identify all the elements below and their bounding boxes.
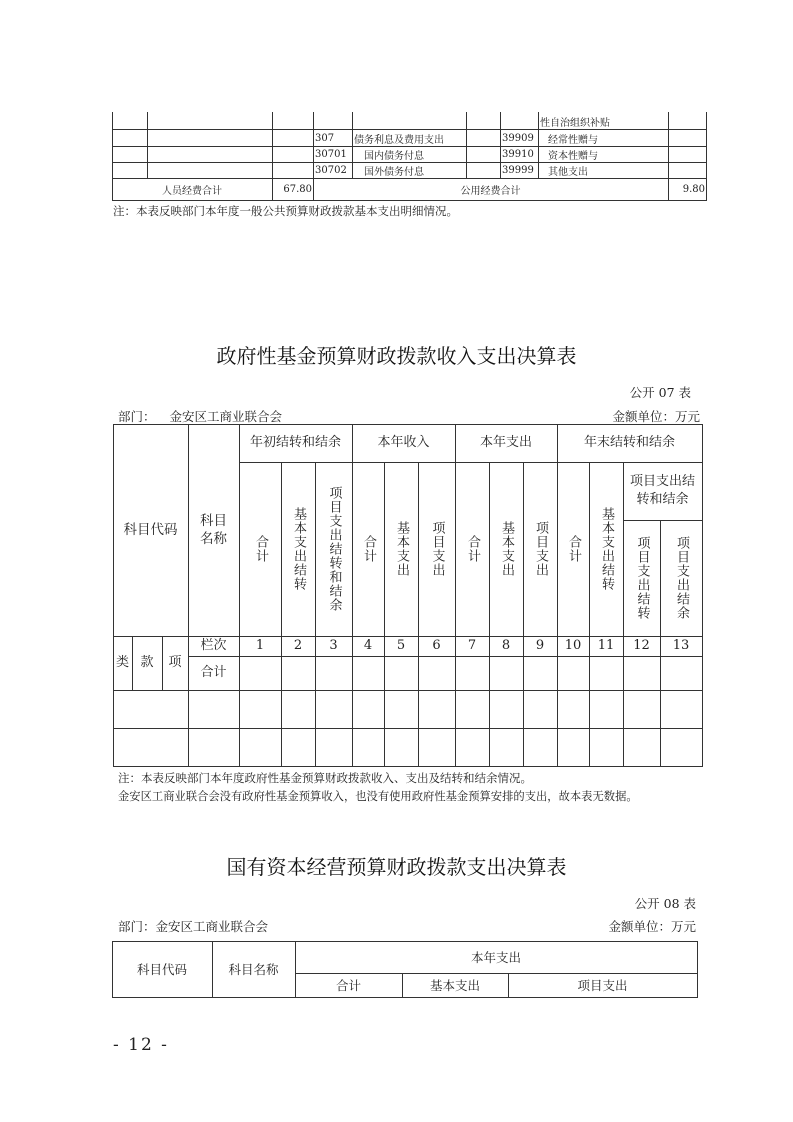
header-basic-carry-begin: 基本支出结转 (291, 507, 306, 591)
table-cell: 国内债务付息 (364, 151, 424, 162)
table-07-title: 政府性基金预算财政拨款收入支出决算表 (216, 344, 577, 368)
table-cell: 39909 (502, 132, 534, 144)
header-basic-carry-end: 基本支出结转 (599, 507, 614, 591)
header-name: 科目名称 (200, 513, 227, 547)
header-project-balance-end: 项目支出结余 (674, 536, 689, 620)
header-group-end: 年末结转和结余 (583, 435, 675, 450)
column-number: 6 (432, 638, 441, 653)
table-08-dept: 部门：金安区工商业联合会 (118, 919, 269, 934)
row-total-label: 合计 (200, 665, 227, 680)
table-cell: 国外债务付息 (364, 167, 424, 178)
header-project: 项目支出 (577, 978, 628, 993)
column-number: 4 (363, 638, 373, 653)
column-number: 9 (535, 638, 545, 653)
column-number: 11 (597, 638, 615, 653)
column-number: 7 (467, 638, 477, 653)
header-code: 科目代码 (123, 522, 178, 538)
header-project-expense: 项目支出 (533, 521, 548, 577)
page-number: - 12 - (113, 1035, 169, 1055)
header-group-expense: 本年支出 (479, 435, 532, 450)
dept-label: 部门： (118, 409, 156, 424)
table-08-unit: 金额单位：万元 (608, 919, 696, 934)
personnel-total-value: 67.80 (283, 184, 312, 195)
header-total: 合计 (335, 978, 361, 993)
header-total-end: 合计 (566, 535, 581, 563)
header-xiang: 项 (168, 655, 182, 670)
table-07-number: 公开 07 表 (629, 385, 691, 400)
column-number: 3 (329, 638, 338, 653)
table-06-note: 注：本表反映部门本年度一般公共预算财政拨款基本支出明细情况。 (113, 204, 458, 218)
public-total-value: 9.80 (682, 184, 705, 195)
header-total-expense: 合计 (465, 535, 480, 563)
table-cell: 30701 (315, 149, 347, 160)
table-cell: 30702 (315, 165, 347, 176)
header-name: 科目名称 (228, 962, 279, 977)
table-07-note-2: 金安区工商业联合会没有政府性基金预算收入，也没有使用政府性基金预算安排的支出，故本表无数据。 (118, 790, 638, 803)
personnel-total-label: 人员经费合计 (162, 186, 222, 197)
table-cell: 其他支出 (548, 167, 588, 178)
table-08-number: 公开 08 表 (634, 896, 696, 911)
table-cell: 307 (315, 132, 335, 144)
header-code: 科目代码 (136, 962, 187, 977)
header-basic: 基本支出 (429, 978, 480, 993)
table-07-note-1: 注：本表反映部门本年度政府性基金预算财政拨款收入、支出及结转和结余情况。 (118, 771, 532, 785)
header-project-carry-end: 项目支出结转 (634, 536, 650, 620)
column-number: 12 (633, 638, 650, 653)
table-08-title: 国有资本经营预算财政拨款支出决算表 (226, 855, 567, 879)
column-number: 10 (564, 638, 582, 653)
header-lei: 类 (115, 655, 129, 670)
public-total-label: 公用经费合计 (460, 186, 521, 197)
header-kuan: 款 (140, 655, 154, 670)
header-group-income: 本年收入 (377, 435, 430, 450)
column-number: 1 (255, 638, 265, 653)
header-project-income: 项目支出 (429, 521, 445, 577)
header-total-income: 合计 (361, 535, 376, 563)
header-group-begin: 年初结转和结余 (249, 435, 341, 450)
table-cell: 39999 (502, 165, 534, 176)
table-cell: 债务利息及费用支出 (354, 134, 444, 146)
header-column-no: 栏次 (200, 638, 227, 653)
header-basic-income: 基本支出 (394, 521, 409, 577)
header-project-sub-end: 项目支出结转和结余 (629, 474, 695, 507)
column-number: 13 (672, 638, 690, 653)
column-number: 8 (501, 638, 511, 653)
header-project-carry-balance-begin: 项目支出结转和结余 (326, 486, 342, 612)
header-basic-expense: 基本支出 (499, 521, 514, 577)
table-cell: 经常性赠与 (548, 134, 598, 146)
column-number: 5 (396, 638, 406, 653)
table-07-unit: 金额单位：万元 (612, 409, 700, 424)
table-cell: 性自治组织补贴 (540, 117, 610, 129)
table-cell: 资本性赠与 (548, 151, 598, 162)
dept-name: 金安区工商业联合会 (169, 409, 283, 424)
column-number: 2 (293, 638, 303, 653)
header-group: 本年支出 (470, 950, 521, 965)
header-total-begin: 合计 (253, 535, 268, 563)
table-cell: 39910 (502, 149, 534, 160)
